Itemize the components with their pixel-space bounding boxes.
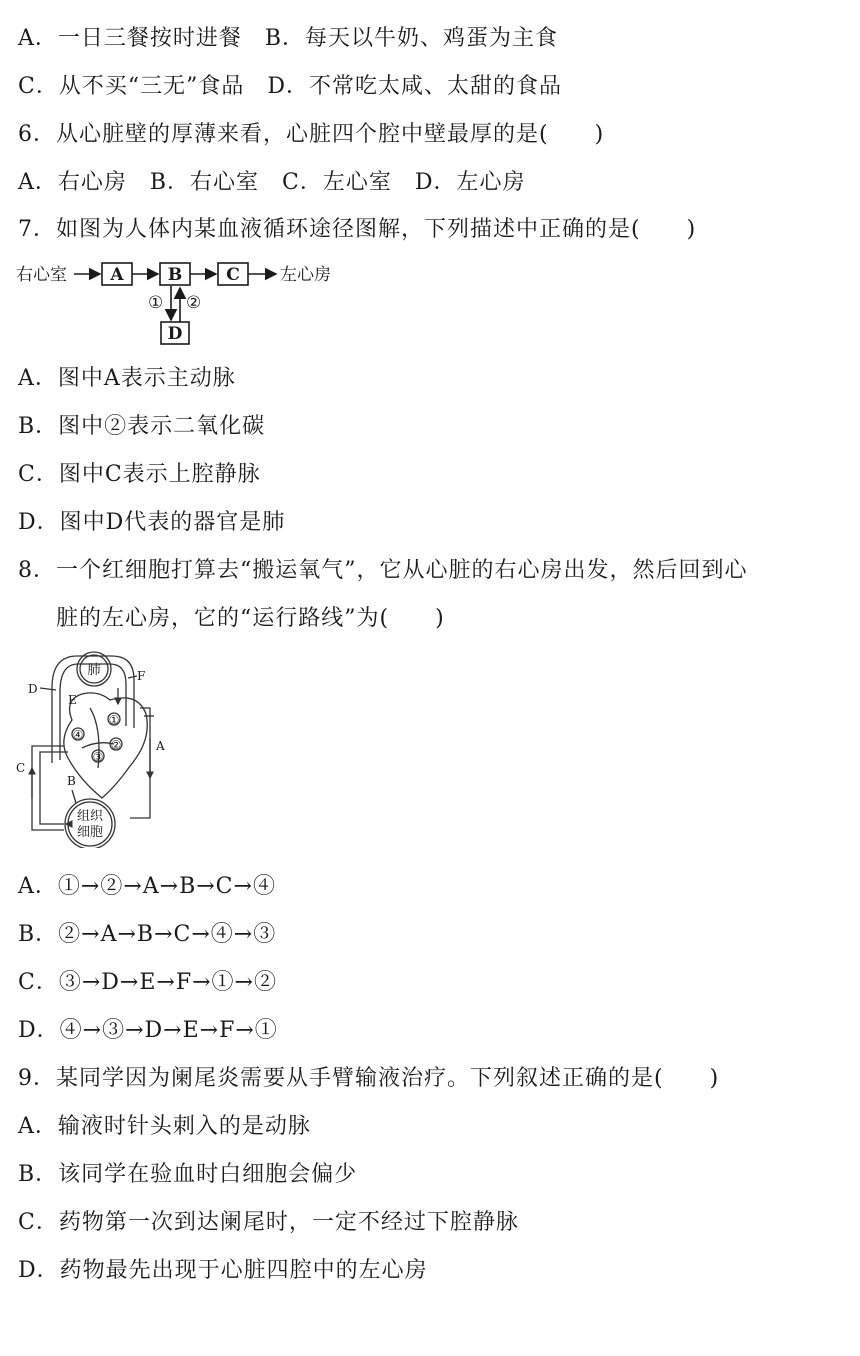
q8-stem-line2: 脏的左心房，它的“运行路线”为( ) [56,606,445,631]
flow-box-b-label: B [167,265,183,285]
q9-option-d: D．药物最先出现于心脏四腔中的左心房 [18,1258,428,1283]
q9-stem: 9．某同学因为阑尾炎需要从手臂输液治疗。下列叙述正确的是( ) [18,1066,720,1091]
tissue-label-1: 组织 [76,809,104,824]
q7-option-b: B．图中②表示二氧化碳 [18,414,266,439]
chamber-label-1: ① [108,713,120,727]
heart-circulation-diagram [12,648,177,848]
q9-option-c: C．药物第一次到达阑尾时，一定不经过下腔静脉 [18,1210,519,1235]
circulation-flow-diagram [14,258,354,350]
arrow-label-2: ② [186,293,202,313]
arrow-label-1: ① [148,293,164,313]
vessel-label-f: F [137,669,146,683]
flow-box-a-label: A [110,265,124,285]
q5-options-ab: A．一日三餐按时进餐 B．每天以牛奶、鸡蛋为主食 [18,26,559,51]
flow-start-label: 右心室 [16,265,67,285]
flow-box-c-label: C [226,265,240,285]
tissue-label-2: 细胞 [76,825,104,840]
q7-stem: 7．如图为人体内某血液循环途径图解，下列描述中正确的是( ) [18,217,697,242]
q7-option-a: A．图中A表示主动脉 [18,366,236,391]
q6-stem: 6．从心脏壁的厚薄来看，心脏四个腔中壁最厚的是( ) [18,122,605,147]
vessel-label-b: B [67,774,76,788]
chamber-label-2: ② [110,738,122,752]
vessel-label-e: E [68,693,77,707]
q8-option-b: B．②→A→B→C→④→③ [18,922,277,947]
q6-options: A．右心房 B．右心室 C．左心室 D．左心房 [18,170,526,195]
flow-end-label: 左心房 [280,265,331,285]
q9-option-a: A．输液时针头刺入的是动脉 [18,1114,311,1139]
vessel-label-c: C [16,761,26,775]
vessel-label-d: D [28,682,38,696]
q7-option-c: C．图中C表示上腔静脉 [18,462,261,487]
q8-option-a: A．①→②→A→B→C→④ [18,874,276,899]
lung-label: 肺 [87,663,101,678]
q8-option-c: C．③→D→E→F→①→② [18,970,277,995]
q5-options-cd: C．从不买“三无”食品 D．不常吃太咸、太甜的食品 [18,74,562,99]
q7-option-d: D．图中D代表的器官是肺 [18,510,286,535]
flow-box-d-label: D [167,324,183,344]
q9-option-b: B．该同学在验血时白细胞会偏少 [18,1162,358,1187]
vessel-label-a: A [156,739,165,753]
q8-option-d: D．④→③→D→E→F→① [18,1018,278,1043]
chamber-label-4: ④ [72,728,84,742]
chamber-label-3: ③ [92,750,104,764]
q8-stem-line1: 8．一个红细胞打算去“搬运氧气”，它从心脏的右心房出发，然后回到心 [18,558,748,583]
